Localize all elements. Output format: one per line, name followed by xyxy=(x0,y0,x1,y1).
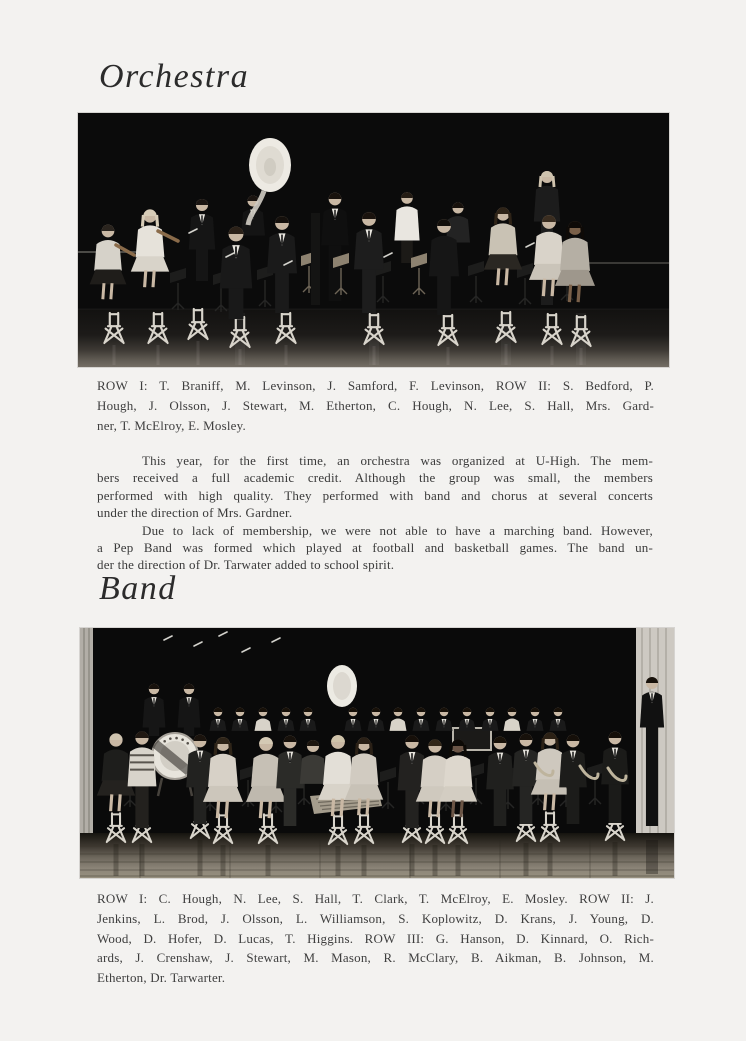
band-photo-image xyxy=(80,628,674,878)
caption-line: Etherton, Dr. Tarwarter. xyxy=(97,970,226,986)
orchestra-caption xyxy=(97,376,654,435)
paragraph-line: This year, for the first time, an orchestra was organized at U-High. The mem- xyxy=(142,453,653,468)
caption-line: ner, T. McElroy, E. Mosley. xyxy=(97,417,246,433)
caption-line: Hough, J. Olsson, J. Stewart, M. Etherton, C. Hough, N. Lee, S. Hall, Mrs. Gard- xyxy=(97,397,654,413)
orchestra-heading: Orchestra xyxy=(99,58,250,95)
paragraph-line: a Pep Band was formed which played at football and basketball games. The band un- xyxy=(97,540,653,556)
caption-line: Jenkins, L. Brod, J. Olsson, L. Williamson, S. Koplowitz, D. Krans, J. Young, D. xyxy=(97,910,654,926)
band-caption xyxy=(97,889,654,988)
orchestra-photo xyxy=(78,113,669,367)
paragraph-line: der the direction of Dr. Tarwater added to school spirit. xyxy=(97,557,395,573)
paragraph-line: performed with high quality. They performed with band and chorus at several concerts xyxy=(97,487,653,503)
caption-line: ards, J. Crenshaw, J. Stewart, M. Mason, R. McClary, B. Aikman, B. Johnson, M. xyxy=(97,950,654,966)
body-text xyxy=(97,452,653,574)
band-photo xyxy=(80,628,674,878)
caption-line: ROW I: T. Braniff, M. Levinson, J. Samford, F. Levinson, ROW II: S. Bedford, P. xyxy=(97,378,654,393)
paragraph-line: bers received a full academic credit. Although the group was small, the members xyxy=(97,470,653,486)
orchestra-photo-image xyxy=(78,113,669,367)
caption-line: ROW I: C. Hough, N. Lee, S. Hall, T. Clark, T. McElroy, E. Mosley. ROW II: J. xyxy=(97,891,654,906)
paragraph-line: under the direction of Mrs. Gardner. xyxy=(97,505,293,521)
caption-line: Wood, D. Hofer, D. Lucas, T. Higgins. ROW III: G. Hanson, D. Kinnard, O. Rich- xyxy=(97,930,654,946)
paragraph-line: Due to lack of membership, we were not able to have a marching band. However, xyxy=(142,522,653,538)
band-heading: Band xyxy=(99,570,177,607)
